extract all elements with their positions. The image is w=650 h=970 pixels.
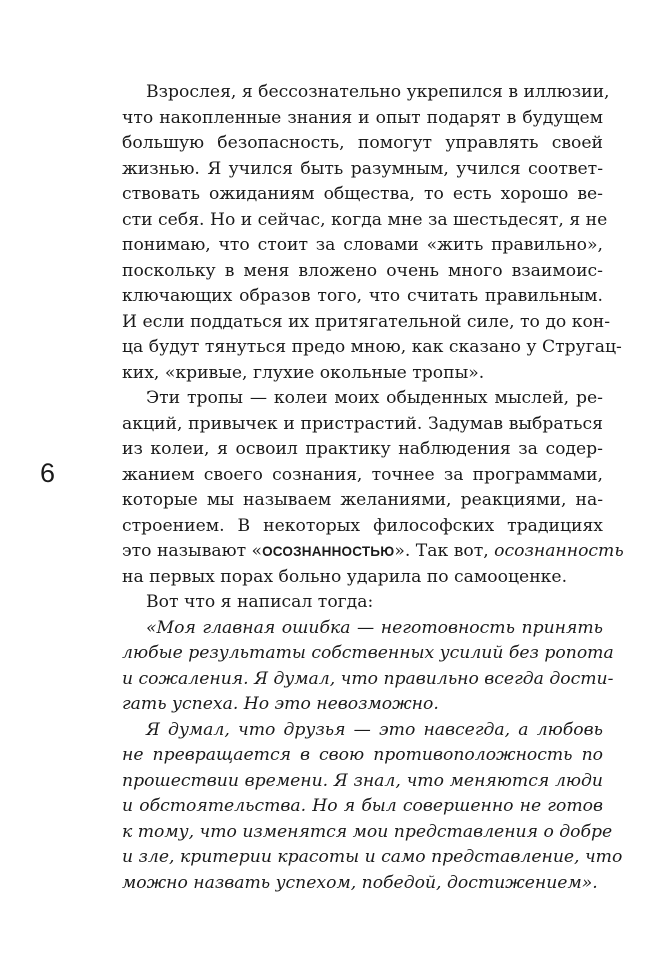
- text-line: сти себя. Но и сейчас, когда мне за шестьдесят, я не: [122, 209, 608, 230]
- text-line: жизнью. Я учился быть разумным, учился соответ-: [122, 158, 603, 179]
- text-line: большую безопасность, помогут управлять своей: [122, 133, 603, 153]
- highlighted-term: ОСОЗНАННОСТЬЮ: [262, 544, 395, 559]
- text-line: любые результаты собственных усилий без ропота: [122, 643, 614, 663]
- text-line: не превращается в свою противоположность по: [122, 745, 603, 765]
- text-line: можно назвать успехом, победой, достижением».: [122, 872, 598, 893]
- text-fragment: это называют «: [122, 541, 263, 561]
- text-line: Эти тропы — колеи моих обыденных мыслей, ре-: [146, 388, 603, 408]
- quote-paragraph-1: [122, 616, 614, 718]
- text-line: ствовать ожиданиям общества, то есть хорошо ве-: [122, 184, 603, 204]
- text-line: что накопленные знания и опыт подарят в будущем: [122, 107, 603, 128]
- text-line: Взрослея, я бессознательно укрепился в иллюзии,: [146, 82, 610, 102]
- text-line: строением. В некоторых философских традициях: [122, 515, 603, 536]
- text-line: на первых порах больно ударила по самооценке.: [122, 566, 568, 587]
- text-line: к тому, что изменятся мои представления о добре: [122, 821, 613, 842]
- page-number: 6: [40, 458, 56, 488]
- text-line: ца будут тянуться предо мною, как сказано у Стругац-: [122, 337, 622, 357]
- text-line: и обстоятельства. Но я был совершенно не готов: [122, 796, 603, 816]
- text-line: из колеи, я освоил практику наблюдения за содер-: [122, 439, 603, 459]
- text-line: поскольку в меня вложено очень много взаимоис-: [122, 260, 603, 281]
- text-line: «Моя главная ошибка — неготовность принять: [146, 617, 603, 638]
- text-line: и зле, критерии красоты и само представление, что: [122, 847, 623, 867]
- text-line: ких, «кривые, глухие окольные тропы».: [122, 362, 485, 383]
- text-line: жанием своего сознания, точнее за программами,: [122, 464, 603, 485]
- text-line-with-term: [122, 539, 624, 565]
- paragraph-1: [122, 80, 622, 386]
- text-line: понимаю, что стоит за словами «жить правильно»,: [122, 235, 603, 255]
- text-line: и сожаления. Я думал, что правильно всегда дости-: [122, 668, 614, 689]
- text-column: [122, 80, 624, 896]
- text-line: акций, привычек и пристрастий. Задумав выбраться: [122, 413, 603, 434]
- text-line: Вот что я написал тогда:: [146, 592, 374, 612]
- text-line: И если поддаться их притягательной силе, то до кон-: [122, 311, 611, 332]
- paragraph-3: [122, 590, 603, 616]
- text-line: ключающих образов того, что считать правильным.: [122, 286, 603, 306]
- text-fragment: ». Так вот,: [394, 541, 495, 561]
- text-line: прошествии времени. Я знал, что меняются люди: [122, 770, 603, 791]
- text-line: Я думал, что друзья — это навсегда, а любовь: [146, 719, 603, 740]
- emphasized-word: осознанность: [494, 541, 624, 561]
- text-line: гать успеха. Но это невозможно.: [122, 694, 439, 714]
- text-line: которые мы называем желаниями, реакциями, на-: [122, 490, 603, 510]
- paragraph-2: [122, 386, 624, 590]
- quote-paragraph-2: [122, 718, 623, 897]
